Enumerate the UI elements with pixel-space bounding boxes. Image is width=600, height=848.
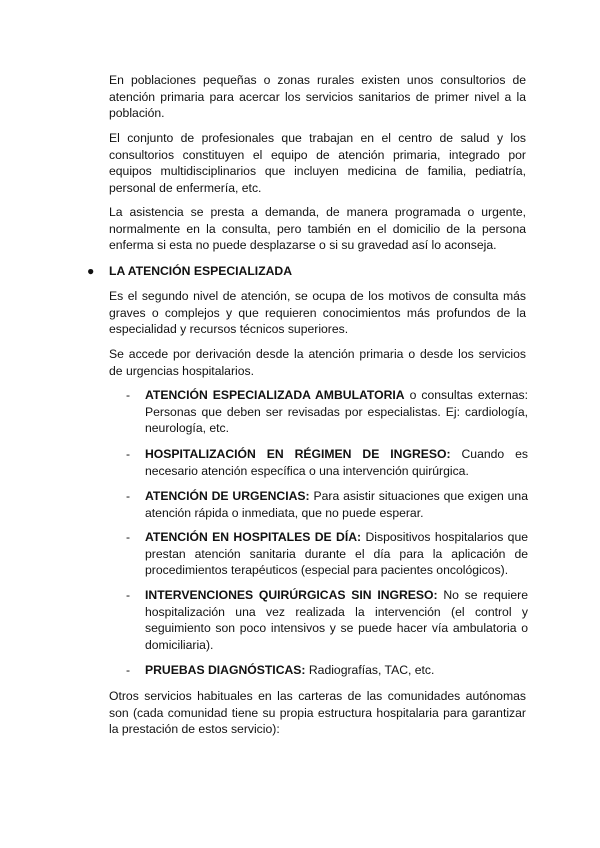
item-title: ATENCIÓN ESPECIALIZADA AMBULATORIA [145,388,405,402]
paragraph-equipo-atencion: El conjunto de profesionales que trabajan en el centro de salud y los consultorios constituyen el equipo de atención primaria, integrado por equipos multidisciplinarios que incluyen medicina de familia, pediatría, personal de enfermería, etc. [109,131,526,195]
item-text: o consultas externas: Personas que deben ser revisadas por especialistas. Ej: cardiología, neurología, etc. [145,388,528,436]
dash-bullet: - [126,388,131,402]
item-title: INTERVENCIONES QUIRÚRGICAS SIN INGRESO: [145,588,438,602]
list-item-hospitales-dia [126,529,528,579]
list-item-intervenciones [126,587,528,653]
dash-bullet: - [126,489,131,503]
list-item-hospitalizacion [126,446,528,479]
paragraph-rural-consultorios: En poblaciones pequeñas o zonas rurales existen unos consultorios de atención primaria para acercar los servicios sanitarios de primer nivel a la población. [109,73,526,121]
paragraph-otros-servicios: Otros servicios habituales en las carteras de las comunidades autónomas son (cada comunidad tiene su propia estructura hospitalaria para garantizar la prestación de estos servicio): [109,689,526,737]
item-text: Cuando es necesario atención específica o una intervención quirúrgica. [145,447,528,478]
paragraph-asistencia: La asistencia se presta a demanda, de manera programada o urgente, normalmente en la consulta, pero también en el domicilio de la persona enferma si esta no puede desplazarse o si su gravedad así lo aconseja. [109,205,526,253]
paragraph-segundo-nivel: Es el segundo nivel de atención, se ocupa de los motivos de consulta más graves o complejos y que requieren conocimientos más profundos de la especialidad y recursos técnicos superiores. [109,289,526,337]
dash-bullet: - [126,447,131,461]
bullet-dot-icon: ● [87,264,95,278]
list-item-ambulatoria [126,387,528,437]
section-heading [87,263,527,280]
item-text: Radiografías, TAC, etc. [305,663,435,677]
paragraph-derivacion: Se accede por derivación desde la atención primaria o desde los servicios de urgencias hospitalarios. [109,347,526,378]
item-text: Dispositivos hospitalarios que prestan atención sanitaria durante el día para la aplicación de procedimientos terapéuticos (especial para pacientes oncológicos). [145,530,528,578]
dash-bullet: - [126,588,131,602]
dash-bullet: - [126,530,131,544]
item-title: ATENCIÓN DE URGENCIAS: [145,489,310,503]
list-item-urgencias [126,488,528,521]
item-title: ATENCIÓN EN HOSPITALES DE DÍA: [145,530,362,544]
list-item-pruebas [126,662,528,679]
item-text: Para asistir situaciones que exigen una atención rápida o inmediata, que no puede esperar. [145,489,528,520]
item-title: HOSPITALIZACIÓN EN RÉGIMEN DE INGRESO: [145,447,451,461]
section-title: LA ATENCIÓN ESPECIALIZADA [109,264,293,278]
item-title: PRUEBAS DIAGNÓSTICAS: [145,663,306,677]
dash-bullet: - [126,663,131,677]
item-text: No se requiere hospitalización una vez realizada la intervención (el control y seguimiento son poco intensivos y se puede hacer vía ambulatoria o domiciliaria). [145,588,528,652]
